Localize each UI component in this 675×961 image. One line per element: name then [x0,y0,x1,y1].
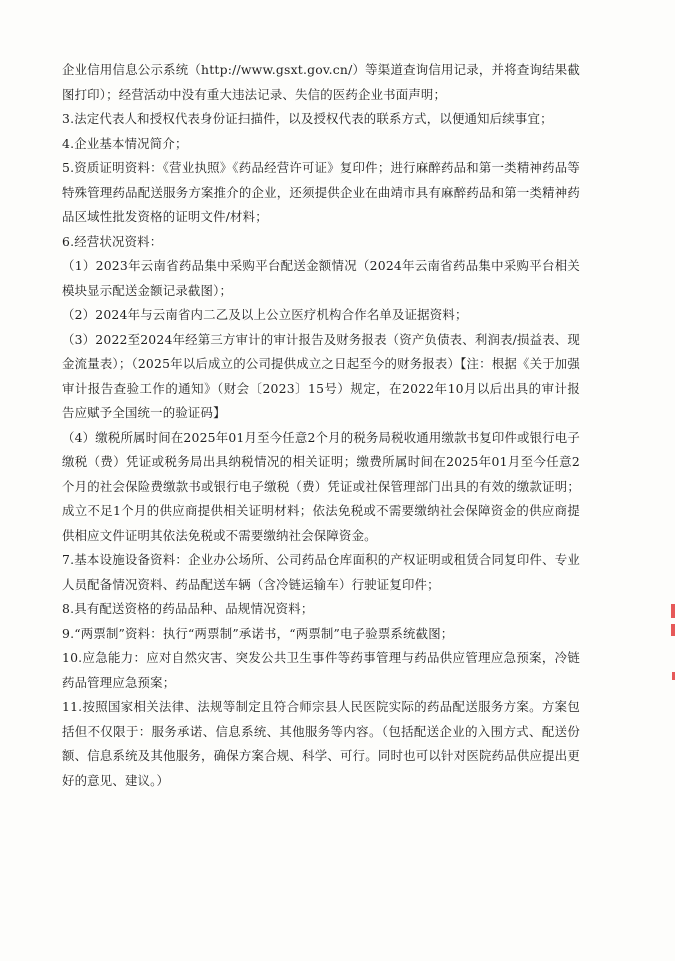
paragraph-item-11-service-plan: 11.按照国家相关法律、法规等制定且符合师宗县人民医院实际的药品配送服务方案。方案包括但不仅限于：服务承诺、信息系统、其他服务等内容。（包括配送企业的入围方式、配送份额、信息系统及其他服务，确保方案合规、科学、可行。同时也可以针对医院药品供应提出更好的意见、建议。） [62,699,580,788]
seal-edge-mark [671,604,675,618]
paragraph-item-3-legal-rep: 3.法定代表人和授权代表身份证扫描件，以及授权代表的联系方式，以便通知后续事宜； [62,111,553,126]
paragraph-item-6-operations-heading: 6.经营状况资料： [62,233,163,249]
paragraph-item-6-3-audit-report: （3）2022至2024年经第三方审计的审计报告及财务报表（资产负债表、利润表/损益表、现金流量表）；（2025年以后成立的公司提供成立之日起至今的财务报表）【注：根据《关于加强审计报告查验工作的通知》（财会〔2023〕15号）规定，在2022年10月以后出具的审计报告应赋予全国统一的验证码】 [62,331,580,420]
paragraph-item-5-qualifications: 5.资质证明资料：《营业执照》《药品经营许可证》复印件；进行麻醉药品和第一类精神药品等特殊管理药品配送服务方案推介的企业，还须提供企业在曲靖市具有麻醉药品和第一类精神药品区域性批发资格的证明文件/材料； [62,160,580,224]
paragraph-item-8-drug-varieties: 8.具有配送资格的药品品种、品规情况资料； [62,601,314,616]
document-body [62,58,580,793]
paragraph-credit-query: 企业信用信息公示系统（http://www.gsxt.gov.cn/）等渠道查询信用记录，并将查询结果截图打印）；经营活动中没有重大违法记录、失信的医药企业书面声明； [62,62,580,102]
paragraph-item-4-company-intro: 4.企业基本情况简介； [62,135,188,151]
paragraph-item-6-4-tax-social-security: （4）缴税所属时间在2025年01月至今任意2个月的税务局税收通用缴款书复印件或银行电子缴税（费）凭证或税务局出具纳税情况的相关证明；缴费所属时间在2025年01月至今任意2个月的社会保险费缴款书或银行电子缴税（费）凭证或社保管理部门出具的有效的缴款证明；成立不足1个月的供应商提供相关证明材料；依法免税或不需要缴纳社会保障资金的供应商提供相应文件证明其依法免税或不需要缴纳社会保障资金。 [62,429,580,543]
paragraph-item-7-facilities: 7.基本设施设备资料：企业办公场所、公司药品仓库面积的产权证明或租赁合同复印件、专业人员配备情况资料、药品配送车辆（含冷链运输车）行驶证复印件； [62,552,580,592]
seal-edge-mark [671,624,675,636]
paragraph-item-9-two-invoice: 9.“两票制”资料：执行“两票制”承诺书，“两票制”电子验票系统截图； [62,625,454,641]
paragraph-item-6-1-delivery-amount: （1）2023年云南省药品集中采购平台配送金额情况（2024年云南省药品集中采购平台相关模块显示配送金额记录截图）； [62,258,580,298]
paragraph-item-10-emergency: 10.应急能力：应对自然灾害、突发公共卫生事件等药事管理与药品供应管理应急预案，冷链药品管理应急预案； [62,650,580,690]
paragraph-item-6-2-cooperation-list: （2）2024年与云南省内二乙及以上公立医疗机构合作名单及证据资料； [62,307,468,322]
